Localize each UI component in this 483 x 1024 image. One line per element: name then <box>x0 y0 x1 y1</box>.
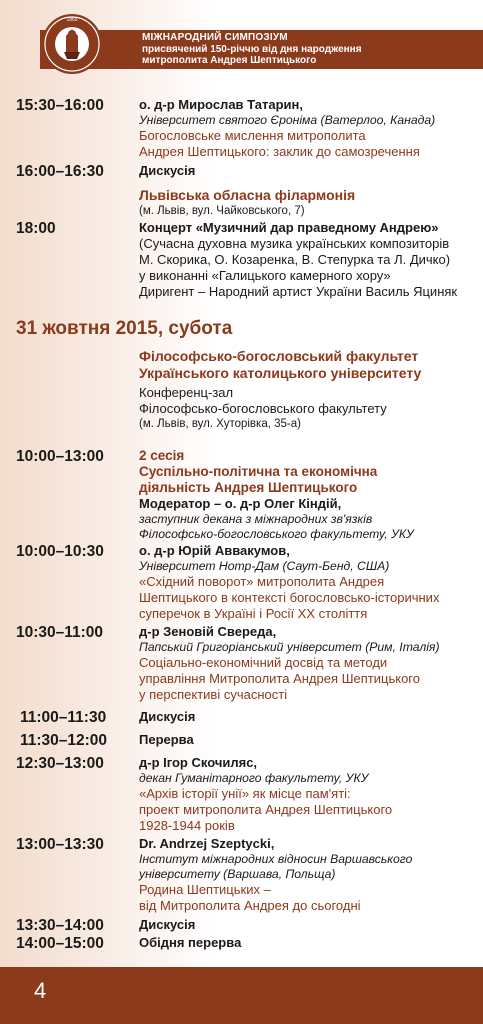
talk-title-line: Шептицького в контексті богословсько-історичних <box>139 590 440 605</box>
moderator-affiliation: Філософсько-богословського факультету, УКУ <box>139 527 414 541</box>
time-slot: 16:00–16:30 <box>16 163 104 180</box>
venue-address: (м. Львів, вул. Хуторівка, 35-а) <box>139 418 301 430</box>
talk-title-line: у перспективі сучасності <box>139 687 288 702</box>
moderator-affiliation: заступник декана з міжнародних зв'язків <box>139 512 373 526</box>
hall-line: Філософсько-богословського факультету <box>139 401 387 416</box>
concert-line: у виконанні «Галицького камерного хору» <box>139 268 391 283</box>
header <box>0 10 483 78</box>
time-slot: 11:00–11:30 <box>20 709 107 726</box>
time-slot: 13:00–13:30 <box>16 836 104 853</box>
talk-title-line: суперечок в Україні і Росії ХХ століття <box>139 606 368 621</box>
page-number: 4 <box>34 978 47 1003</box>
svg-text:1865: 1865 <box>66 17 78 23</box>
day-date-heading: 31 жовтня 2015, субота <box>16 318 233 339</box>
venue-name-line: Філософсько-богословський факультет <box>139 348 419 364</box>
session-title-line: діяльність Андрея Шептицького <box>139 480 358 495</box>
time-slot: 18:00 <box>16 220 56 237</box>
time-slot: 11:30–12:00 <box>20 732 108 749</box>
talk-title-line: «Архів історії унії» як місце пам'яті: <box>139 786 351 801</box>
hall-line: Конференц-зал <box>139 385 234 400</box>
talk-title-line: управління Митрополита Андрея Шептицького <box>139 671 420 686</box>
time-slot: 10:30–11:00 <box>16 624 104 641</box>
time-slot: 15:30–16:00 <box>16 97 104 114</box>
talk-title-line: Соціально-економічний досвід та методи <box>139 655 388 670</box>
lunch-break-label: Обідня перерва <box>139 935 242 950</box>
venue-name-line: Українського католицького університету <box>139 365 422 381</box>
header-line-2: присвячений 150-річчю від дня народження <box>142 43 362 55</box>
venue-name: Львівська обласна філармонія <box>139 187 356 203</box>
session-title-line: Суспільно-політична та економічна <box>139 464 378 479</box>
speaker-name: о. д-р Юрій Аввакумов, <box>139 543 290 558</box>
talk-title-line: Андрея Шептицького: заклик до самозречення <box>139 144 420 159</box>
speaker-name: Dr. Andrzej Szeptycki, <box>139 836 275 851</box>
footer-band <box>0 967 483 1024</box>
talk-title-line: 1928-1944 років <box>139 818 235 833</box>
time-slot: 10:00–10:30 <box>16 543 104 560</box>
speaker-affiliation: Інститут міжнародних відносин Варшавського <box>139 852 413 866</box>
discussion-label: Дискусія <box>139 163 196 178</box>
talk-title-line: від Митрополита Андрея до сьогодні <box>139 898 361 913</box>
speaker-name: о. д-р Мирослав Татарин, <box>139 97 303 112</box>
discussion-label: Дискусія <box>139 709 196 724</box>
session-number: 2 сесія <box>139 448 185 463</box>
talk-title-line: проект митрополита Андрея Шептицького <box>139 802 393 817</box>
discussion-label: Дискусія <box>139 917 196 932</box>
talk-title-line: «Східний поворот» митрополита Андрея <box>139 574 385 589</box>
speaker-affiliation: Університет Нотр-Дам (Саут-Бенд, США) <box>139 559 390 573</box>
speaker-affiliation: Папський Григоріанський університет (Рим, Італія) <box>139 640 440 654</box>
speaker-affiliation: університету (Варшава, Польща) <box>139 867 336 881</box>
time-slot: 12:30–13:00 <box>16 755 104 772</box>
speaker-name: д-р Зеновій Свереда, <box>139 624 277 639</box>
concert-title: Концерт «Музичний дар праведному Андрею» <box>139 220 439 235</box>
header-line-3: митрополита Андрея Шептицького <box>142 55 317 66</box>
concert-line: М. Скорика, О. Козаренка, В. Степурка та Л. Дичко) <box>139 252 451 267</box>
header-line-1: МІЖНАРОДНИЙ СИМПОЗІУМ <box>142 32 288 43</box>
moderator-name: Модератор – о. д-р Олег Кіндій, <box>139 496 342 511</box>
speaker-affiliation: Університет святого Єроніма (Ватерлоо, Канада) <box>139 113 436 127</box>
speaker-affiliation: декан Гуманітарного факультету, УКУ <box>139 771 369 785</box>
venue-address: (м. Львів, вул. Чайковського, 7) <box>139 205 305 217</box>
concert-line: (Сучасна духовна музика українських композиторів <box>139 236 450 251</box>
header-text <box>142 32 472 67</box>
time-slot: 14:00–15:00 <box>16 935 104 952</box>
speaker-name: д-р Ігор Скочиляс, <box>139 755 258 770</box>
time-slot: 10:00–13:00 <box>16 448 104 465</box>
talk-title-line: Богословське мислення митрополита <box>139 128 366 143</box>
break-label: Перерва <box>139 732 194 747</box>
time-slot: 13:30–14:00 <box>16 917 104 934</box>
seal-logo-icon <box>30 12 114 76</box>
talk-title-line: Родина Шептицьких – <box>139 882 271 897</box>
concert-line: Диригент – Народний артист України Василь Яциняк <box>139 284 458 299</box>
